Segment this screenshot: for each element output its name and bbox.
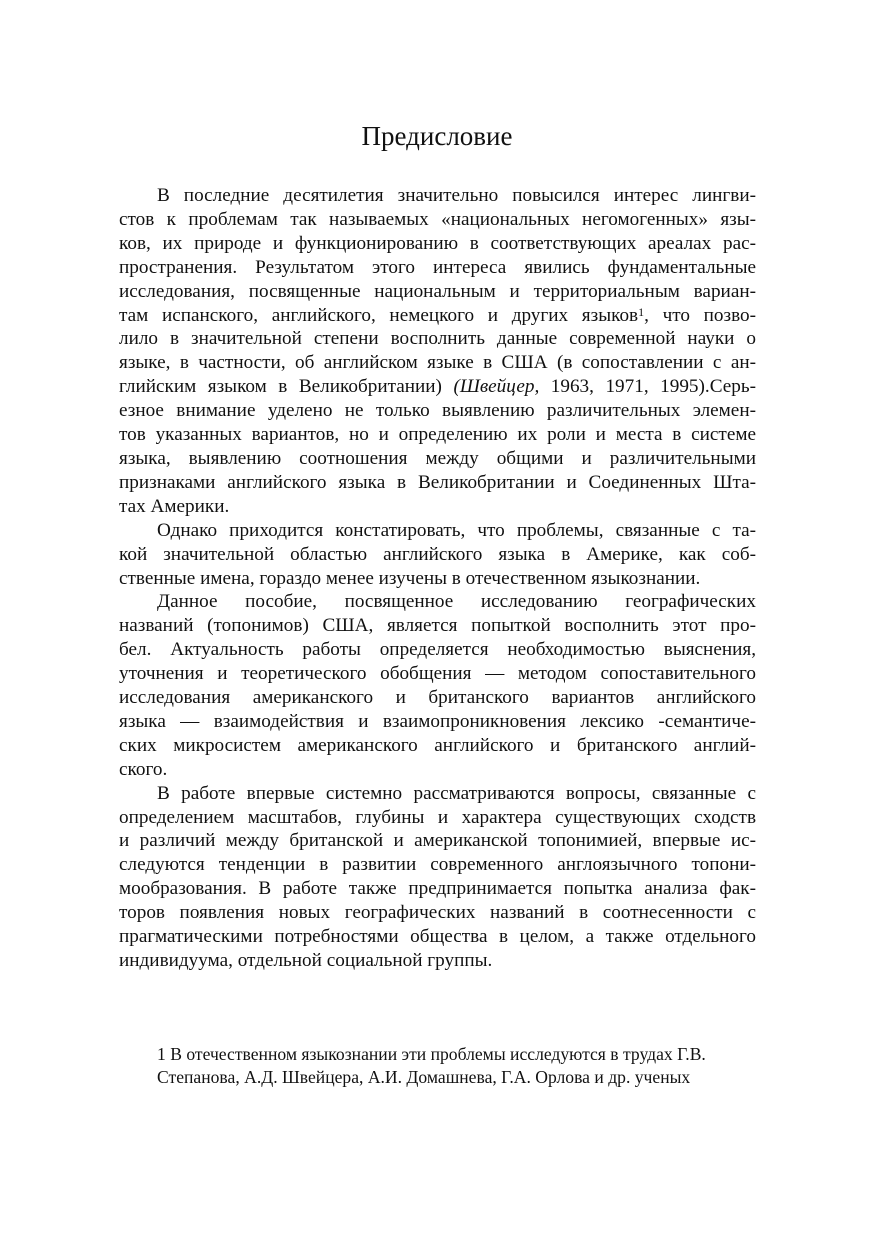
text-line (119, 375, 756, 399)
page-title: Предисловие (361, 121, 513, 151)
text-segment: глийским языком в Великобритании) (119, 376, 454, 398)
text-line: бел. Актуальность работы определяется необходимостью выяснения, (119, 639, 756, 661)
text-line: езное внимание уделено не только выявлению различительных элемен- (119, 400, 756, 422)
footnote-marker: 1 (638, 304, 645, 319)
text-line: исследования американского и британского вариантов английского (119, 687, 756, 709)
text-line: пространения. Результатом этого интереса явились фундаментальные (119, 256, 756, 278)
footnote-line: Степанова, А.Д. Швейцера, А.И. Домашнева, Г.А. Орлова и др. ученых (157, 1067, 691, 1087)
text-line: мообразования. В работе также предпринимается попытка анализа фак- (119, 878, 756, 900)
text-line: тов указанных вариантов, но и определению их роли и места в системе (119, 424, 756, 446)
citation-author: (Швейцер, (453, 376, 540, 398)
text-segment: 1963, 1971, 1995).Серь- (539, 376, 756, 398)
text-line: тах Америки. (119, 495, 230, 517)
text-segment: там испанского, английского, немецкого и других языков (119, 304, 639, 326)
text-line: языке, в частности, об английском языке в США (в сопоставлении с ан- (119, 352, 756, 374)
text-line: ков, их природе и функционированию в соответствующих ареалах рас- (119, 232, 756, 254)
text-line: ских микросистем американского английского и британского англий- (119, 734, 756, 756)
text-line: языка — взаимодействия и взаимопроникновения лексико -семантиче- (119, 710, 756, 732)
text-segment: , что позво- (644, 304, 756, 326)
text-line: Однако приходится констатировать, что проблемы, связанные с та- (157, 519, 756, 541)
text-line: исследования, посвященные национальным и территориальным вариан- (119, 280, 756, 302)
paragraph-4 (119, 782, 756, 973)
text-line: Данное пособие, посвященное исследованию географических (157, 591, 756, 613)
text-line: торов появления новых географических названий в соотнесенности с (119, 902, 756, 924)
text-line: признаками английского языка в Великобритании и Соединенных Шта- (119, 471, 756, 493)
text-line: уточнения и теоретического обобщения — методом сопоставительного (119, 663, 756, 685)
text-line: названий (топонимов) США, является попыткой восполнить этот про- (119, 615, 756, 637)
paragraph-2 (119, 519, 756, 591)
text-line: и различий между британской и американской топонимией, впервые ис- (119, 830, 756, 852)
text-line: лило в значительной степени восполнить данные современной науки о (119, 328, 756, 350)
text-line: В работе впервые системно рассматриваются вопросы, связанные с (157, 782, 756, 804)
text-line: ственные имена, гораздо менее изучены в отечественном языкознании. (119, 567, 701, 589)
text-line: языка, выявлению соотношения между общими и различительными (119, 447, 756, 469)
paragraph-1 (119, 184, 756, 519)
text-line: стов к проблемам так называемых «национальных негомогенных» язы- (119, 208, 756, 230)
text-line: В последние десятилетия значительно повысился интерес лингви- (157, 185, 756, 206)
text-line: кой значительной областью английского языка в Америке, как соб- (119, 543, 756, 565)
preface-body (119, 184, 756, 973)
text-line: ского. (119, 758, 168, 780)
text-line: определением масштабов, глубины и характера существующих сходств (119, 806, 756, 828)
footnote (157, 1043, 757, 1089)
text-line: индивидуума, отдельной социальной группы. (119, 950, 493, 971)
text-line: прагматическими потребностями общества в целом, а также отдельного (119, 926, 756, 948)
text-line (119, 304, 756, 328)
footnote-line: 1 В отечественном языкознании эти проблемы исследуются в трудах Г.В. (157, 1044, 706, 1064)
paragraph-3 (119, 590, 756, 781)
text-line: следуются тенденции в развитии современного англоязычного топони- (119, 854, 756, 876)
